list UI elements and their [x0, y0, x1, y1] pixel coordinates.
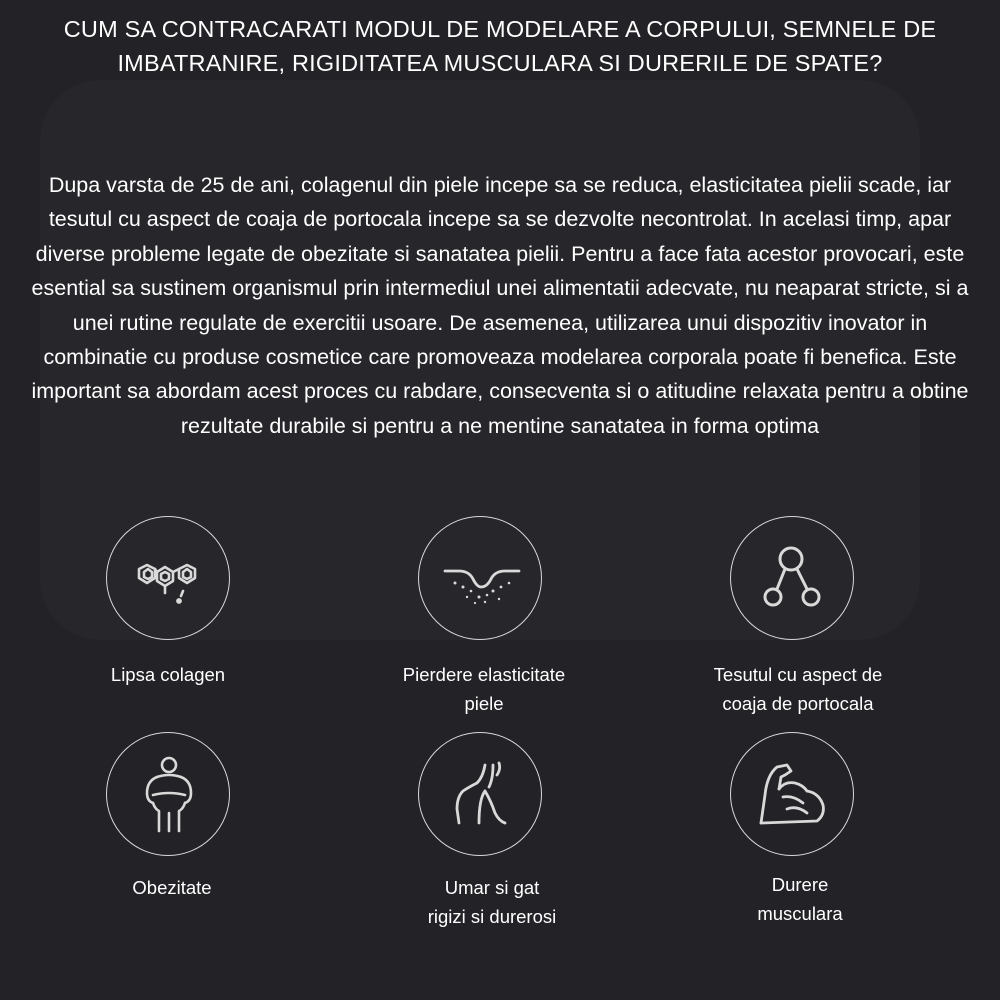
feature-label-neck-shoulder: Umar si gat rigizi si durerosi	[427, 877, 557, 927]
skin-layer-icon	[418, 516, 542, 640]
body-silhouette-icon	[106, 732, 230, 856]
neck-shoulder-icon	[418, 732, 542, 856]
headline: CUM SA CONTRACARATI MODUL DE MODELARE A CORPULUI, SEMNELE DE IMBATRANIRE, RIGIDITATEA MUSCULARA SI DURERILE DE SPATE?	[63, 16, 937, 76]
cell-cluster-icon	[730, 516, 854, 640]
feature-label-collagen: Lipsa colagen	[110, 664, 226, 685]
intro-paragraph: Dupa varsta de 25 de ani, colagenul din piele incepe sa se reduca, elasticitatea pielii scade, iar tesutul cu aspect de coaja de portocala incepe sa se dezvolte necontrolat. In acelasi timp, apar diverse probleme legate de obezitate si sanatatea pielii. Pentru a face fata acestor provocari, este esential sa sustinem organismul prin intermediul unei alimentatii adecvate, nu neaparat stricte, si a unei rutine regulate de exercitii usoare. De asemenea, utilizarea unui dispozitiv inovator in combinatie cu produse cosmetice care promoveaza modelarea corporala poate fi benefica. Este important sa abordam acest proces cu rabdare, consecventa si o atitudine relaxata pentru a obtine rezultate durabile si pentru a ne mentine sanatatea in forma optima	[31, 173, 969, 438]
feature-label-elasticity: Pierdere elasticitate piele	[402, 664, 566, 714]
muscle-arm-icon	[730, 732, 854, 856]
molecule-icon	[106, 516, 230, 640]
feature-label-obesity: Obezitate	[132, 877, 212, 898]
feature-label-orange-peel: Tesutul cu aspect de coaja de portocala	[713, 664, 883, 714]
feature-label-muscle-pain: Durere musculara	[757, 874, 843, 924]
